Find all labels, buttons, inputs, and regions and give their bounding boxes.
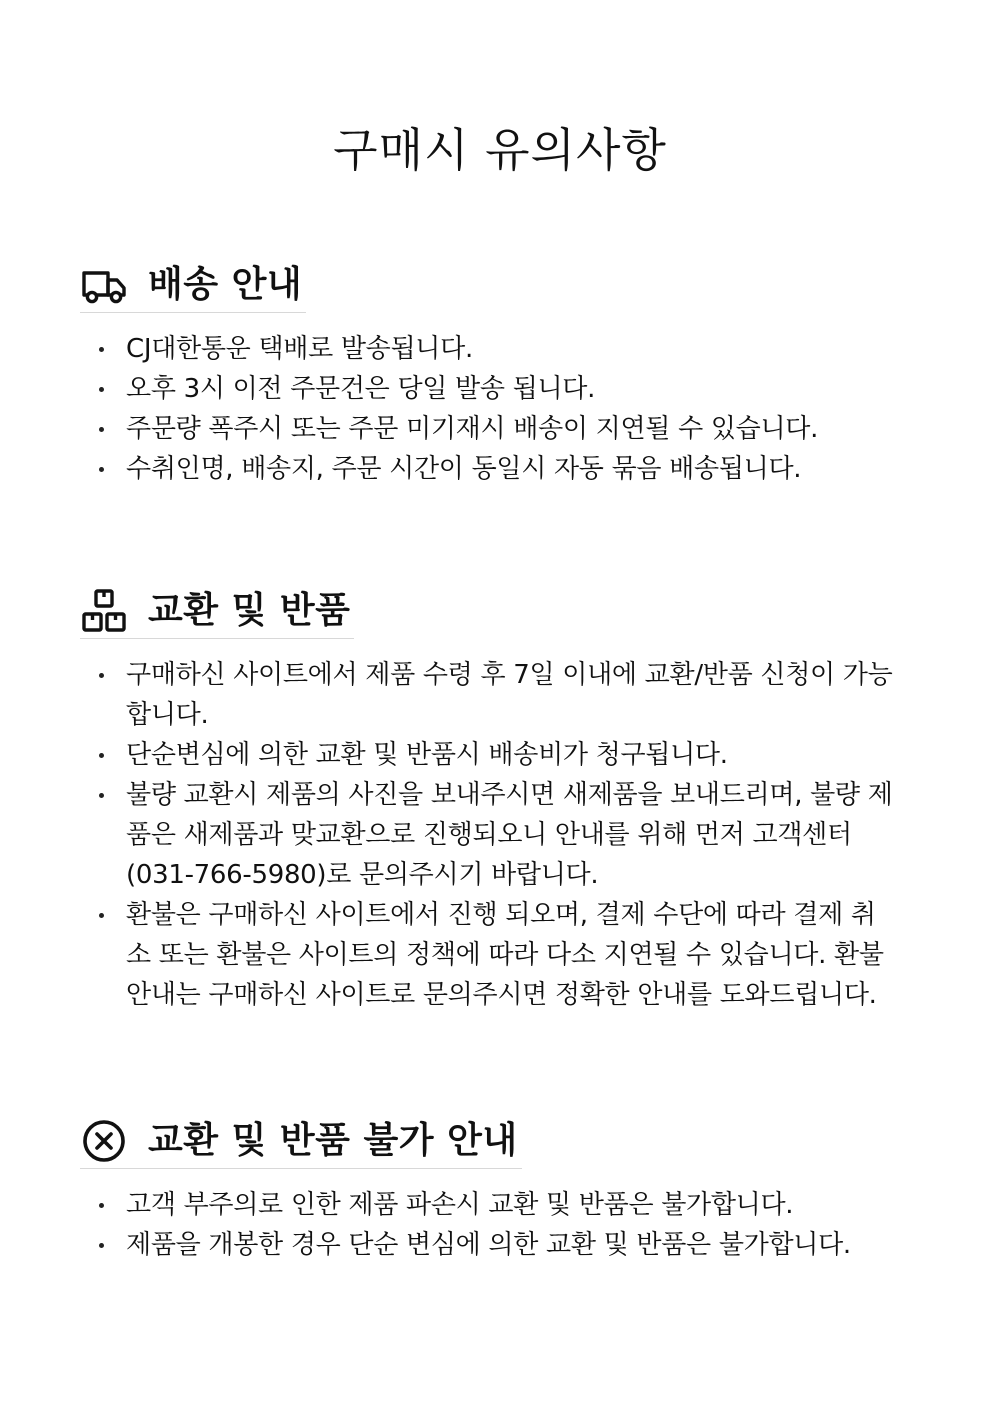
- section-header: [80, 258, 306, 313]
- bullet-list: [80, 329, 940, 489]
- section-title: 교환 및 반품: [148, 590, 351, 631]
- page-title: 구매시 유의사항: [333, 123, 667, 177]
- truck-icon: [80, 261, 128, 309]
- bullet-list: [80, 1185, 940, 1265]
- circle-x-icon: [80, 1117, 128, 1165]
- section-title: 교환 및 반품 불가 안내: [148, 1120, 518, 1161]
- list-item: 구매하신 사이트에서 제품 수령 후 7일 이내에 교환/반품 신청이 가능합니다.: [80, 655, 900, 735]
- bullet-list: [80, 655, 900, 1015]
- section-title: 배송 안내: [148, 264, 303, 305]
- list-item: 주문량 폭주시 또는 주문 미기재시 배송이 지연될 수 있습니다.: [80, 409, 940, 449]
- list-item: 수취인명, 배송지, 주문 시간이 동일시 자동 묶음 배송됩니다.: [80, 449, 940, 489]
- section-header: [80, 1114, 522, 1169]
- list-item: CJ대한통운 택배로 발송됩니다.: [80, 329, 940, 369]
- section-header: [80, 584, 354, 639]
- list-item: 고객 부주의로 인한 제품 파손시 교환 및 반품은 불가합니다.: [80, 1185, 940, 1225]
- section-no-exchange: [80, 1114, 940, 1265]
- list-item: 제품을 개봉한 경우 단순 변심에 의한 교환 및 반품은 불가합니다.: [80, 1225, 940, 1265]
- list-item: 단순변심에 의한 교환 및 반품시 배송비가 청구됩니다.: [80, 735, 900, 775]
- section-shipping: [80, 258, 940, 489]
- list-item: 환불은 구매하신 사이트에서 진행 되오며, 결제 수단에 따라 결제 취소 또는 환불은 사이트의 정책에 따라 다소 지연될 수 있습니다. 환불 안내는 구매하신 사이트로 문의주시면 정확한 안내를 도와드립니다.: [80, 895, 900, 1015]
- list-item: 불량 교환시 제품의 사진을 보내주시면 새제품을 보내드리며, 불량 제품은 새제품과 맞교환으로 진행되오니 안내를 위해 먼저 고객센터(031-766-5980)로 문의주시기 바랍니다.: [80, 775, 900, 895]
- section-exchange-return: [80, 584, 940, 1015]
- list-item: 오후 3시 이전 주문건은 당일 발송 됩니다.: [80, 369, 940, 409]
- boxes-icon: [80, 587, 128, 635]
